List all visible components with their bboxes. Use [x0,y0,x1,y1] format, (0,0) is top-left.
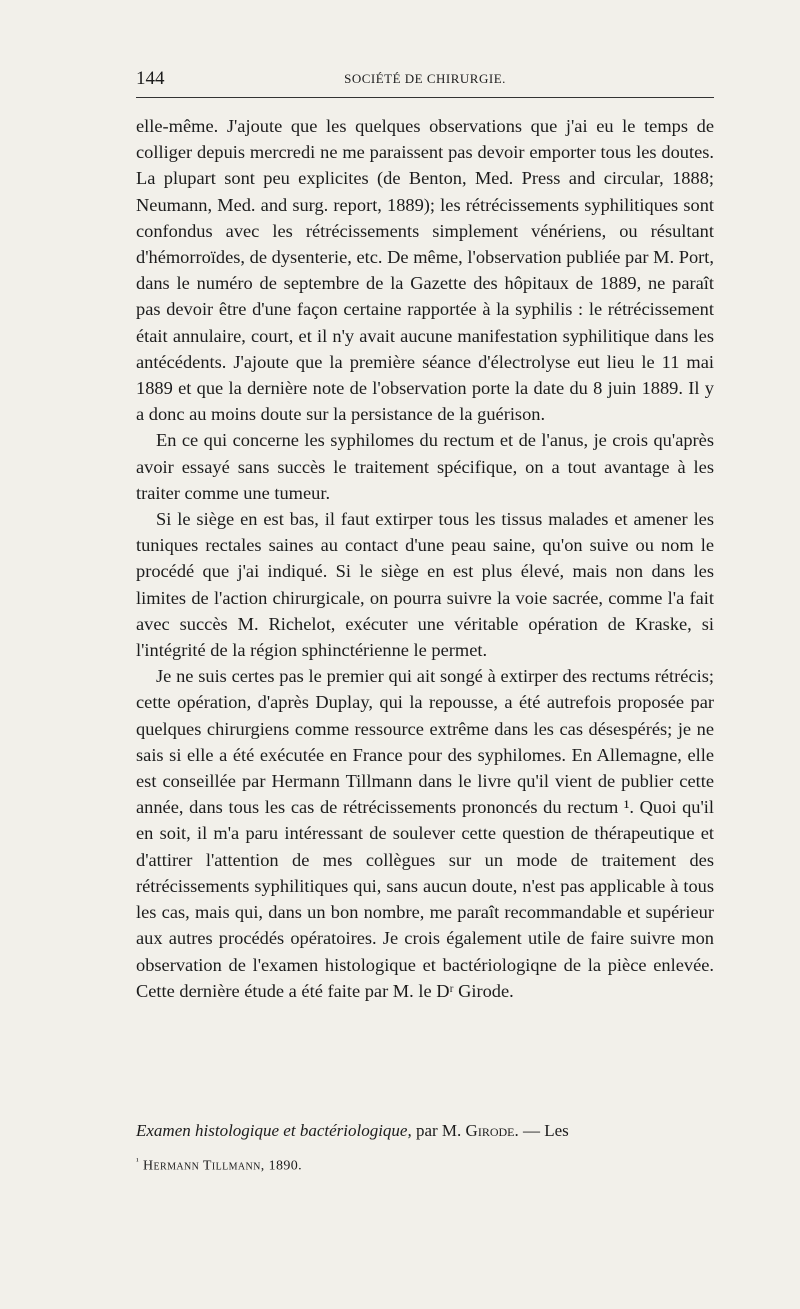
page-header [136,68,714,90]
note-tail: — Les [523,1121,569,1140]
footnote-marker: ¹ [136,1156,140,1166]
running-title: SOCIÉTÉ DE CHIRURGIE. [344,71,506,86]
body-text [136,113,714,1004]
note-author: Girode. [465,1121,519,1140]
header-rule [136,97,714,98]
paragraph: En ce qui concerne les syphilomes du rectum et de l'anus, je crois qu'après avoir essayé sans succès le traitement spécifique, on a tout avantage à les traiter comme une tumeur. [136,430,714,503]
footnote [136,1156,302,1175]
paragraph: elle-même. J'ajoute que les quelques observations que j'ai eu le temps de colliger depuis mercredi ne me paraissent pas devoir emporter tous les doutes. La plupart sont peu explicites (de Benton, Med. Press and circular, 1888; Neumann, Med. and surg. report, 1889); les rétrécissements syphilitiques sont confondus avec les rétrécissements simplement vénériens, ou résultant d'hémorroïdes, de dysenterie, etc. De même, l'observation publiée par M. Port, dans le numéro de septembre de la Gazette des hôpitaux de 1889, ne paraît pas devoir être d'une façon certaine rapportée à la syphilis : le rétrécissement était annulaire, court, et il n'y avait aucune manifestation syphilitique dans les antécédents. J'ajoute que la première séance d'électrolyse eut lieu le 11 mai 1889 et que la dernière note de l'observation porte la date du 8 juin 1889. Il y a donc au moins doute sur la persistance de la guérison. [136,116,714,425]
footnote-text: Hermann Tillmann, 1890. [143,1158,303,1174]
note-title: Examen histologique et bactériologique, [136,1121,412,1140]
paragraph: Je ne suis certes pas le premier qui ait songé à extirper des rectums rétrécis; cette opération, d'après Duplay, qui la repousse, a été autrefois proposée par quelques chirurgiens comme ressource extrême dans les cas désespérés; je ne sais si elle a été exécutée en France pour des syphilomes. En Allemagne, elle est conseillée par Hermann Tillmann dans le livre qu'il vient de publier cette année, dans tous les cas de rétrécissements prononcés du rectum ¹. Quoi qu'il en soit, il m'a paru intéressant de soulever cette question de thérapeutique et d'attirer l'attention de mes collègues sur un mode de traitement des rétrécissements syphilitiques qui, sans aucun doute, n'est pas applicable à tous les cas, mais qui, dans un bon nombre, me paraît recommandable et supérieur aux autres procédés opératoires. Je crois également utile de faire suivre mon observation de l'examen histologique et bactériologiqne de la pièce enlevée. Cette dernière étude a été faite par M. le Dʳ Girode. [136,666,714,1001]
paragraph: Si le siège en est bas, il faut extirper tous les tissus malades et amener les tuniques rectales saines au contact d'une peau saine, qu'on suive ou nom le procédé que j'ai indiqué. Si le siège en est plus élevé, mais non dans les limites de l'action chirurgicale, on pourra suivre la voie sacrée, comme l'a fait avec succès M. Richelot, exécuter une véritable opération de Kraske, si l'intégrité de la région sphinctérienne le permet. [136,509,714,661]
note-by: par M. [415,1121,462,1140]
section-note [136,1118,714,1144]
page-number: 144 [136,68,165,89]
